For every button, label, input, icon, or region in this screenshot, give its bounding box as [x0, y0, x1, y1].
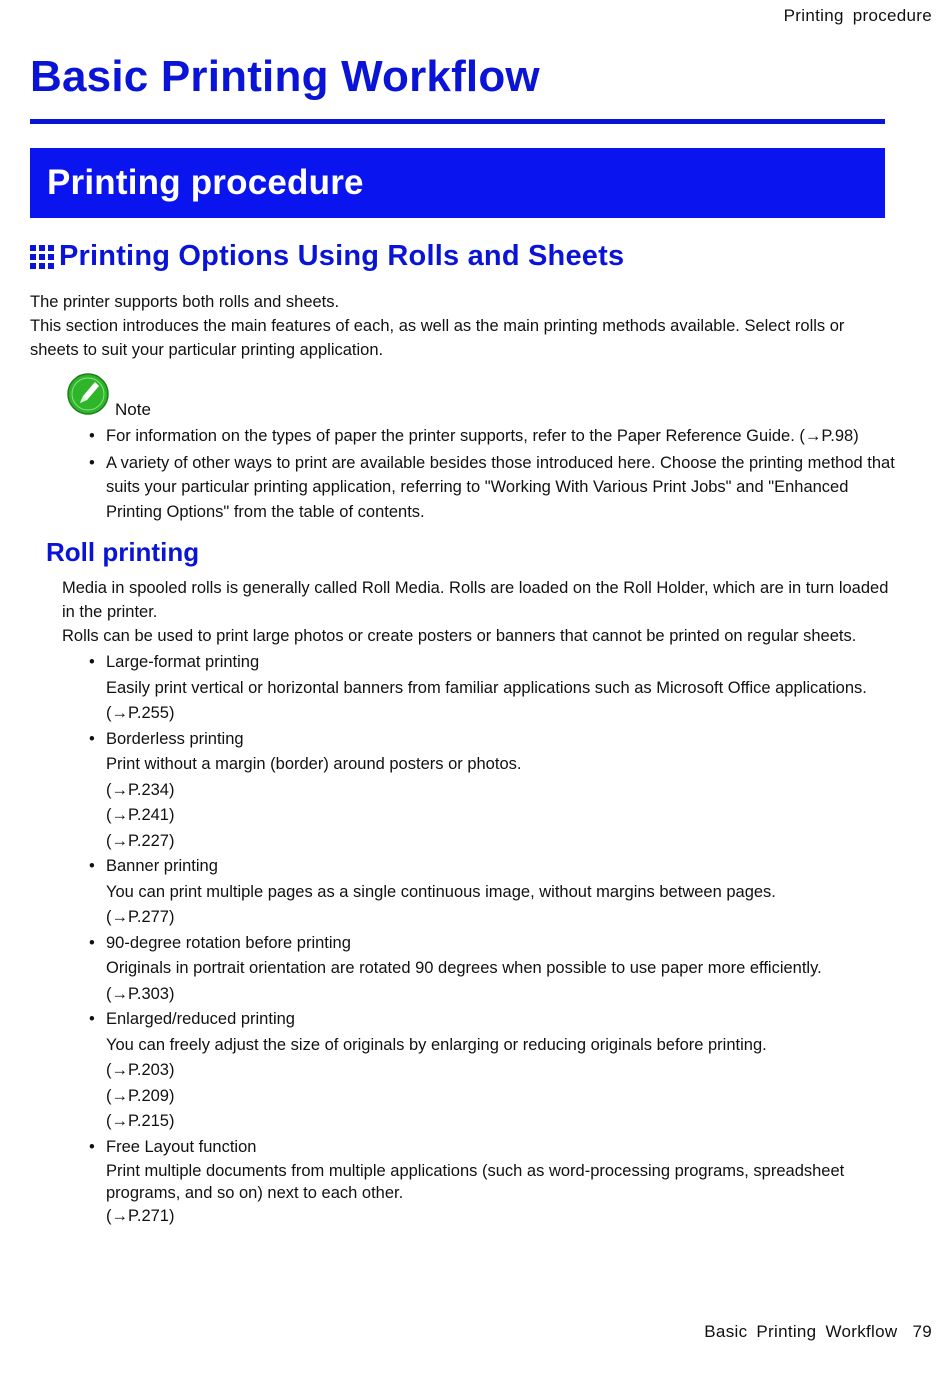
pencil-note-icon [66, 372, 110, 416]
page-reference-link[interactable]: (→P.234) [106, 780, 175, 799]
page-reference-link[interactable]: (→P.203) [106, 1061, 175, 1079]
feature-description: You can print multiple pages as a single continuous image, without margins between pages. [106, 882, 776, 901]
feature-title: Free Layout function [106, 1137, 257, 1156]
page-footer [704, 1322, 932, 1342]
feature-item [106, 854, 906, 931]
intro-text [30, 290, 870, 362]
feature-title: Enlarged/reduced printing [106, 1010, 295, 1028]
roll-printing-heading: Roll printing [46, 537, 200, 567]
feature-list [106, 650, 906, 1230]
feature-title: Borderless printing [106, 729, 244, 748]
feature-description: Print multiple documents from multiple applications (such as word-processing programs, spreadsheet programs, and so on) next to each other. [106, 1162, 845, 1202]
note-item: • For information on the types of paper the printer supports, refer to the Paper Reference Guide. (→P.98) [106, 424, 896, 449]
feature-title: Banner printing [106, 857, 218, 875]
chapter-title: Basic Printing Workflow [30, 52, 540, 101]
page-reference-link[interactable]: (→P.227) [106, 831, 175, 850]
note-item: • A variety of other ways to print are available besides those introduced here. Choose the printing method that suits your particular printing application, referring to "Working With Various Print Jobs" and "Enhanced Printing Options" from the table of contents. [106, 451, 896, 525]
feature-title: Large-format printing [106, 653, 260, 671]
feature-description: You can freely adjust the size of originals by enlarging or reducing originals before printing. [106, 1035, 767, 1054]
feature-description: Originals in portrait orientation are rotated 90 degrees when possible to use paper more efficiently. [106, 959, 822, 977]
footer-title: Basic Printing Workflow [704, 1322, 898, 1341]
page-reference-link[interactable]: (→P.303) [106, 984, 175, 1003]
page-reference-link[interactable]: (→P.255) [106, 704, 175, 722]
subsection-heading [30, 240, 624, 273]
feature-title: 90-degree rotation before printing [106, 933, 351, 952]
subsection-title: Printing Options Using Rolls and Sheets [59, 240, 625, 272]
page-reference-link[interactable]: (→P.215) [106, 1112, 175, 1130]
page-reference-link[interactable]: (→P.209) [106, 1086, 175, 1105]
feature-description: Print without a margin (border) around posters or photos. [106, 755, 522, 773]
page-reference-link[interactable]: (→P.277) [106, 908, 175, 926]
section-title: Printing procedure [47, 163, 364, 202]
page-reference-link[interactable]: (→P.241) [106, 806, 175, 824]
roll-intro [62, 576, 902, 648]
chapter-rule [30, 119, 885, 124]
note-block [66, 372, 151, 419]
running-head: Printing procedure [783, 6, 932, 25]
feature-item [106, 1135, 906, 1230]
feature-item [106, 1007, 906, 1135]
feature-description: Easily print vertical or horizontal banners from familiar applications such as Microsoft Office applications. [106, 678, 867, 697]
note-label: Note [115, 400, 151, 419]
section-band [30, 148, 885, 218]
note-list [106, 424, 896, 526]
feature-item [106, 931, 906, 1008]
roll-intro-paragraph: Media in spooled rolls is generally called Roll Media. Rolls are loaded on the Roll Holder, which are in turn loaded in the printer. [62, 579, 889, 621]
page-reference-link[interactable]: (→P.271) [106, 1207, 175, 1225]
intro-paragraph: The printer supports both rolls and sheets. [30, 293, 340, 311]
intro-paragraph: This section introduces the main features of each, as well as the main printing methods available. Select rolls or sheets to suit your particular printing application. [30, 317, 845, 359]
roll-intro-paragraph: Rolls can be used to print large photos or create posters or banners that cannot be printed on regular sheets. [62, 627, 857, 645]
feature-item [106, 727, 906, 855]
grid-icon [30, 245, 54, 269]
page-number: 79 [912, 1322, 932, 1341]
feature-item [106, 650, 906, 727]
